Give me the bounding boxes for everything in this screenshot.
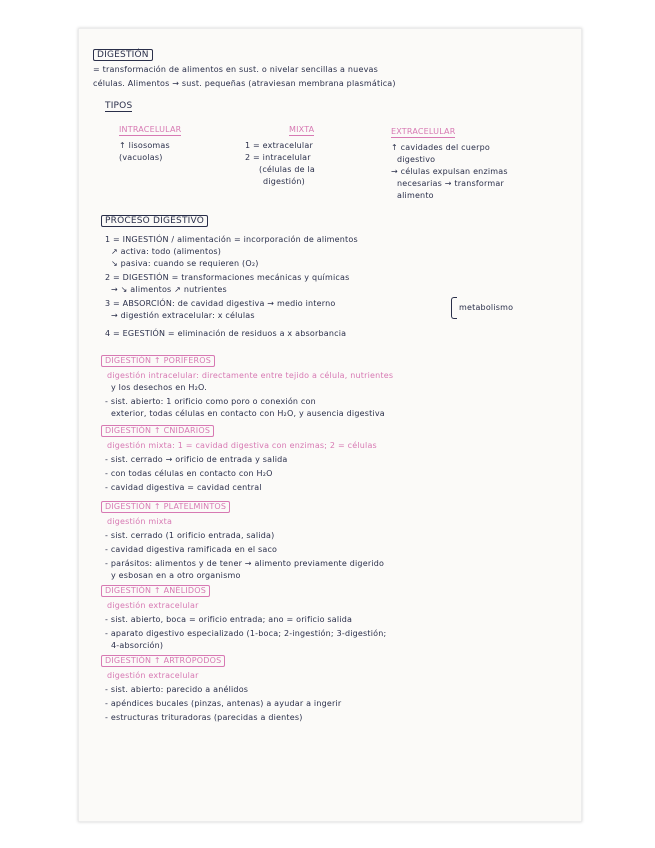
- tipo-extracelular-line: → células expulsan enzimas: [391, 167, 508, 176]
- section-subtitle: digestión mixta: [107, 517, 173, 526]
- section-line: - parásitos: alimentos y de tener → alimento previamente digerido: [105, 559, 385, 568]
- proceso-line: 2 = DIGESTIÓN = transformaciones mecánicas y químicas: [105, 273, 350, 282]
- proceso-line: 4 = EGESTIÓN = eliminación de residuos a x absorbancia: [105, 329, 347, 338]
- section-subtitle: digestión extracelular: [107, 601, 199, 610]
- proceso-line: → ↘ alimentos ↗ nutrientes: [111, 285, 227, 294]
- tipo-intracelular-line: ↑ lisosomas: [119, 141, 170, 150]
- intro-line-2: células. Alimentos → sust. pequeñas (atraviesan membrana plasmática): [93, 79, 396, 88]
- section-line: - sist. abierto: 1 orificio como poro o conexión con: [105, 397, 316, 406]
- section-line: - apéndices bucales (pinzas, antenas) a ayudar a ingerir: [105, 699, 342, 708]
- section-subtitle: digestión extracelular: [107, 671, 199, 680]
- proceso-line: ↘ pasiva: cuando se requieren (O₂): [111, 259, 259, 268]
- section-subtitle: digestión intracelular: directamente entre tejido a célula, nutrientes: [107, 371, 394, 380]
- tipo-mixta-line: digestión): [263, 177, 305, 186]
- section-heading-platelmintos: DIGESTIÓN ↑ PLATELMINTOS: [101, 501, 230, 513]
- proceso-line: 3 = ABSORCIÓN: de cavidad digestiva → medio interno: [105, 299, 336, 308]
- tipo-mixta-line: 2 = intracelular: [245, 153, 311, 162]
- page-title: DIGESTIÓN: [93, 49, 153, 61]
- tipo-intracelular-heading: INTRACELULAR: [119, 125, 182, 134]
- section-heading-artropodos: DIGESTIÓN ↑ ARTRÓPODOS: [101, 655, 225, 667]
- section-line: y esbosan en a otro organismo: [111, 571, 241, 580]
- section-line: - sist. abierto: parecido a anélidos: [105, 685, 249, 694]
- section-line: - con todas células en contacto con H₂O: [105, 469, 273, 478]
- section-line: - sist. abierto, boca = orificio entrada; ano = orificio salida: [105, 615, 353, 624]
- tipos-label: TIPOS: [105, 101, 133, 111]
- section-line: 4-absorción): [111, 641, 164, 650]
- section-line: exterior, todas células en contacto con H₂O, y ausencia digestiva: [111, 409, 385, 418]
- tipo-mixta-line: (células de la: [259, 165, 316, 174]
- section-line: - cavidad digestiva = cavidad central: [105, 483, 262, 492]
- tipo-extracelular-line: alimento: [397, 191, 434, 200]
- section-line: - sist. cerrado → orificio de entrada y salida: [105, 455, 288, 464]
- proceso-line: → digestión extracelular: x células: [111, 311, 255, 320]
- tipo-extracelular-line: necesarias → transformar: [397, 179, 504, 188]
- tipo-mixta-heading: MIXTA: [289, 125, 315, 134]
- tipo-mixta-line: 1 = extracelular: [245, 141, 313, 150]
- section-subtitle: digestión mixta: 1 = cavidad digestiva con enzimas; 2 = células: [107, 441, 377, 450]
- tipo-extracelular-line: digestivo: [397, 155, 436, 164]
- section-line: - cavidad digestiva ramificada en el saco: [105, 545, 278, 554]
- tipo-extracelular-heading: EXTRACELULAR: [391, 127, 456, 136]
- section-heading-cnidarios: DIGESTIÓN ↑ CNIDARIOS: [101, 425, 214, 437]
- metabolismo-note: metabolismo: [459, 303, 514, 312]
- section-line: - sist. cerrado (1 orificio entrada, salida): [105, 531, 275, 540]
- section-heading-anelidos: DIGESTIÓN ↑ ANÉLIDOS: [101, 585, 210, 597]
- notebook-page: [78, 28, 582, 822]
- proceso-title: PROCESO DIGESTIVO: [101, 215, 208, 227]
- brace-mark: [451, 297, 457, 319]
- proceso-line: ↗ activa: todo (alimentos): [111, 247, 222, 256]
- section-line: y los desechos en H₂O.: [111, 383, 207, 392]
- proceso-line: 1 = INGESTIÓN / alimentación = incorporación de alimentos: [105, 235, 358, 244]
- intro-line-1: = transformación de alimentos en sust. o nivelar sencillas a nuevas: [93, 65, 378, 74]
- tipo-intracelular-line: (vacuolas): [119, 153, 163, 162]
- section-heading-poriferos: DIGESTIÓN ↑ PORÍFEROS: [101, 355, 215, 367]
- tipo-extracelular-line: ↑ cavidades del cuerpo: [391, 143, 491, 152]
- section-line: - aparato digestivo especializado (1-boca; 2-ingestión; 3-digestión;: [105, 629, 387, 638]
- section-line: - estructuras trituradoras (parecidas a dientes): [105, 713, 303, 722]
